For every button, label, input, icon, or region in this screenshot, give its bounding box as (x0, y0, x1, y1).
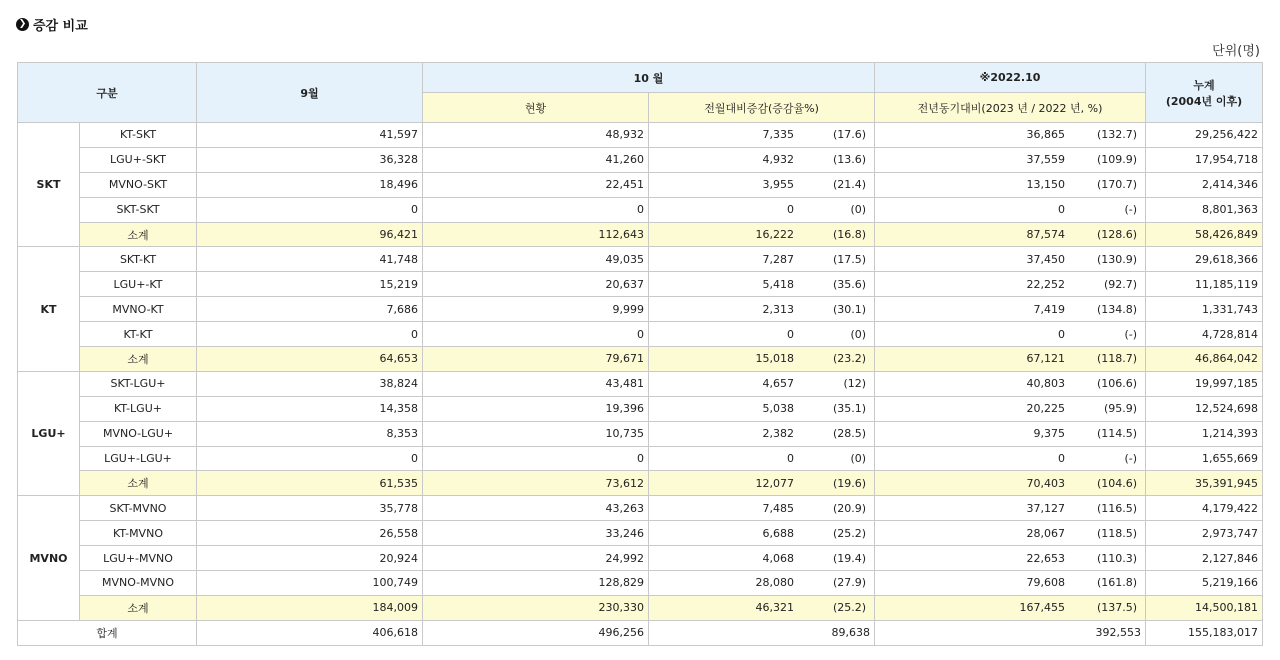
cell-yoy-pct: (132.7) (1096, 128, 1138, 142)
cell-prev-month: 18,496 (197, 172, 423, 197)
cell-yoy-pct: (170.7) (1096, 178, 1138, 192)
cell-yoy-wrap (879, 322, 1141, 346)
cell-prev-month: 35,778 (197, 496, 423, 521)
cell-mom (649, 172, 875, 197)
cell-mom-wrap (653, 571, 870, 595)
cell-prev-month: 38,824 (197, 371, 423, 396)
cell-yoy-value: 0 (1058, 203, 1066, 217)
cell-yoy (875, 521, 1146, 546)
row-label: SKT-LGU+ (80, 371, 197, 396)
cell-mom-wrap (653, 148, 870, 172)
table-row (18, 172, 1263, 197)
cell-mom-wrap (653, 422, 870, 446)
cell-mom-pct: (28.5) (832, 427, 867, 441)
row-label: 소계 (80, 471, 197, 496)
cell-mom-wrap (653, 322, 870, 346)
cell-yoy-value: 87,574 (1026, 228, 1066, 241)
row-label: LGU+-SKT (80, 147, 197, 172)
cell-status: 230,330 (423, 595, 649, 620)
cell-yoy (875, 197, 1146, 222)
cell-mom-value: 4,657 (762, 377, 795, 391)
cell-yoy-value: 37,450 (1026, 252, 1066, 266)
table-row (18, 496, 1263, 521)
subtotal-row (18, 222, 1263, 247)
cell-mom (649, 446, 875, 471)
cell-mom (649, 371, 875, 396)
header-cumulative (1146, 63, 1263, 123)
subtotal-row (18, 471, 1263, 496)
cell-cumulative: 1,214,393 (1146, 421, 1263, 446)
table-row (18, 571, 1263, 596)
total-label: 합계 (18, 620, 197, 645)
row-label: MVNO-LGU+ (80, 421, 197, 446)
table-row (18, 396, 1263, 421)
header-yoy: 전년동기대비(2023 년 / 2022 년, %) (875, 93, 1146, 123)
table-row (18, 371, 1263, 396)
cell-yoy (875, 147, 1146, 172)
cell-cumulative: 2,973,747 (1146, 521, 1263, 546)
row-label: KT-KT (80, 322, 197, 347)
cell-mom-wrap (653, 372, 870, 396)
cell-yoy (875, 496, 1146, 521)
cell-yoy (875, 272, 1146, 297)
cell-status: 41,260 (423, 147, 649, 172)
cell-yoy-value: 167,455 (1019, 601, 1066, 615)
cell-status: 43,481 (423, 371, 649, 396)
cell-mom-value: 2,382 (762, 427, 795, 441)
cell-cumulative: 2,414,346 (1146, 172, 1263, 197)
cell-yoy-wrap (879, 496, 1141, 520)
group-label: KT (18, 247, 80, 371)
cell-yoy-wrap (879, 571, 1141, 595)
cell-mom-value: 4,932 (762, 153, 795, 167)
cell-mom (649, 297, 875, 322)
total-prev-month: 406,618 (197, 620, 423, 645)
cell-yoy (875, 595, 1146, 620)
table-row (18, 123, 1263, 148)
cell-status: 43,263 (423, 496, 649, 521)
row-label: 소계 (80, 347, 197, 372)
cell-mom-pct: (17.6) (832, 128, 867, 142)
cell-yoy (875, 247, 1146, 272)
cell-mom-pct: (19.4) (832, 551, 867, 565)
section-title-text: 증감 비교 (33, 18, 88, 34)
group-label: SKT (18, 123, 80, 247)
cell-yoy-pct: (134.8) (1096, 302, 1138, 316)
cell-mom-wrap (653, 471, 870, 495)
total-row (18, 620, 1263, 645)
row-label: LGU+-MVNO (80, 546, 197, 571)
cell-status: 48,932 (423, 123, 649, 148)
row-label: KT-MVNO (80, 521, 197, 546)
cell-yoy (875, 297, 1146, 322)
cell-yoy-wrap (879, 397, 1141, 421)
cell-status: 22,451 (423, 172, 649, 197)
chevron-right-icon: ❯ (16, 18, 29, 31)
subtotal-row (18, 347, 1263, 372)
cell-mom (649, 595, 875, 620)
cell-cumulative: 5,219,166 (1146, 571, 1263, 596)
cell-prev-month: 184,009 (197, 595, 423, 620)
cell-mom-pct: (35.6) (832, 277, 867, 291)
cell-mom (649, 571, 875, 596)
cell-prev-month: 96,421 (197, 222, 423, 247)
row-label: KT-SKT (80, 123, 197, 148)
cell-mom-wrap (653, 123, 870, 147)
header-category: 구분 (18, 63, 197, 123)
cell-mom (649, 546, 875, 571)
header-cumulative-line1: 누계 (1193, 78, 1215, 92)
cell-status: 19,396 (423, 396, 649, 421)
cell-yoy-value: 7,419 (1033, 302, 1066, 316)
cell-mom-pct: (35.1) (832, 402, 867, 416)
cell-yoy-wrap (879, 521, 1141, 545)
cell-yoy-wrap (879, 471, 1141, 495)
cell-mom-wrap (653, 347, 870, 371)
cell-prev-month: 20,924 (197, 546, 423, 571)
cell-cumulative: 46,864,042 (1146, 347, 1263, 372)
cell-mom (649, 471, 875, 496)
cell-yoy-pct: (130.9) (1096, 252, 1138, 266)
cell-yoy-value: 36,865 (1026, 128, 1066, 142)
cell-status: 49,035 (423, 247, 649, 272)
cell-mom (649, 347, 875, 372)
row-label: SKT-SKT (80, 197, 197, 222)
cell-cumulative: 4,179,422 (1146, 496, 1263, 521)
cell-mom-pct: (25.2) (832, 526, 867, 540)
total-cumulative: 155,183,017 (1146, 620, 1263, 645)
cell-yoy-pct: (110.3) (1096, 551, 1138, 565)
cell-mom-pct: (21.4) (832, 178, 867, 192)
cell-yoy (875, 222, 1146, 247)
cell-status: 128,829 (423, 571, 649, 596)
cell-mom-wrap (653, 596, 870, 620)
table-row (18, 297, 1263, 322)
cell-mom-value: 0 (787, 452, 795, 466)
cell-mom-wrap (653, 397, 870, 421)
section-title (16, 14, 88, 34)
cell-yoy-wrap (879, 148, 1141, 172)
cell-status: 0 (423, 446, 649, 471)
cell-yoy-value: 0 (1058, 327, 1066, 341)
cell-yoy (875, 421, 1146, 446)
cell-yoy-wrap (879, 347, 1141, 371)
cell-yoy-wrap (879, 247, 1141, 271)
cell-prev-month: 0 (197, 197, 423, 222)
cell-yoy (875, 396, 1146, 421)
cell-yoy-value: 0 (1058, 452, 1066, 466)
table-row (18, 272, 1263, 297)
cell-mom-pct: (0) (850, 327, 867, 341)
cell-mom (649, 521, 875, 546)
cell-yoy-value: 40,803 (1026, 377, 1066, 391)
total-mom: 89,638 (649, 620, 875, 645)
cell-yoy-value: 79,608 (1026, 576, 1066, 590)
cell-yoy-wrap (879, 546, 1141, 570)
cell-mom-value: 0 (787, 327, 795, 341)
cell-mom-pct: (30.1) (832, 302, 867, 316)
cell-cumulative: 29,256,422 (1146, 123, 1263, 148)
cell-mom-value: 2,313 (762, 302, 795, 316)
cell-mom-wrap (653, 447, 870, 471)
cell-prev-month: 0 (197, 446, 423, 471)
cell-cumulative: 14,500,181 (1146, 595, 1263, 620)
cell-mom-wrap (653, 496, 870, 520)
table-row (18, 247, 1263, 272)
cell-yoy-value: 67,121 (1026, 352, 1066, 366)
cell-cumulative: 35,391,945 (1146, 471, 1263, 496)
row-label: LGU+-LGU+ (80, 446, 197, 471)
cell-yoy-pct: (-) (1124, 452, 1138, 466)
cell-yoy (875, 446, 1146, 471)
subtotal-row (18, 595, 1263, 620)
header-cumulative-line2: (2004년 이후) (1165, 94, 1243, 108)
row-label: SKT-KT (80, 247, 197, 272)
cell-mom-value: 5,038 (762, 402, 795, 416)
cell-prev-month: 7,686 (197, 297, 423, 322)
cell-mom (649, 421, 875, 446)
cell-yoy (875, 123, 1146, 148)
cell-mom-value: 7,485 (762, 501, 795, 515)
cell-mom-value: 6,688 (762, 526, 795, 540)
cell-mom (649, 123, 875, 148)
cell-yoy-pct: (95.9) (1103, 402, 1138, 416)
cell-yoy-pct: (109.9) (1096, 153, 1138, 167)
cell-mom-pct: (0) (850, 452, 867, 466)
cell-yoy-wrap (879, 596, 1141, 620)
header-prev-month: 9월 (197, 63, 423, 123)
cell-mom (649, 197, 875, 222)
cell-yoy-value: 13,150 (1026, 178, 1066, 192)
cell-cumulative: 12,524,698 (1146, 396, 1263, 421)
cell-status: 33,246 (423, 521, 649, 546)
row-label: LGU+-KT (80, 272, 197, 297)
cell-yoy (875, 371, 1146, 396)
table-row (18, 147, 1263, 172)
cell-mom-pct: (13.6) (832, 153, 867, 167)
cell-prev-month: 100,749 (197, 571, 423, 596)
cell-prev-month: 41,748 (197, 247, 423, 272)
cell-mom-value: 12,077 (755, 476, 795, 490)
cell-cumulative: 29,618,366 (1146, 247, 1263, 272)
cell-mom-value: 4,068 (762, 551, 795, 565)
cell-mom (649, 272, 875, 297)
cell-prev-month: 14,358 (197, 396, 423, 421)
cell-yoy-value: 37,559 (1026, 153, 1066, 167)
table-row (18, 546, 1263, 571)
cell-status: 79,671 (423, 347, 649, 372)
cell-cumulative: 17,954,718 (1146, 147, 1263, 172)
cell-yoy-value: 22,252 (1026, 277, 1066, 291)
cell-mom-wrap (653, 223, 870, 247)
cell-yoy-wrap (879, 372, 1141, 396)
cell-prev-month: 8,353 (197, 421, 423, 446)
row-label: SKT-MVNO (80, 496, 197, 521)
cell-yoy-value: 70,403 (1026, 476, 1066, 490)
cell-yoy-pct: (92.7) (1103, 277, 1138, 291)
row-label: KT-LGU+ (80, 396, 197, 421)
table-row (18, 446, 1263, 471)
cell-status: 20,637 (423, 272, 649, 297)
cell-prev-month: 64,653 (197, 347, 423, 372)
cell-prev-month: 41,597 (197, 123, 423, 148)
cell-mom-wrap (653, 247, 870, 271)
row-label: MVNO-MVNO (80, 571, 197, 596)
cell-yoy-pct: (114.5) (1096, 427, 1138, 441)
cell-cumulative: 58,426,849 (1146, 222, 1263, 247)
row-label: 소계 (80, 222, 197, 247)
group-label: MVNO (18, 496, 80, 620)
cell-yoy (875, 546, 1146, 571)
cell-yoy-wrap (879, 297, 1141, 321)
cell-yoy (875, 347, 1146, 372)
table-row (18, 197, 1263, 222)
cell-yoy-wrap (879, 123, 1141, 147)
cell-mom-pct: (16.8) (832, 228, 867, 241)
total-yoy: 392,553 (875, 620, 1146, 645)
cell-cumulative: 2,127,846 (1146, 546, 1263, 571)
cell-mom-pct: (20.9) (832, 501, 867, 515)
cell-yoy (875, 322, 1146, 347)
cell-yoy-pct: (-) (1124, 203, 1138, 217)
cell-yoy-wrap (879, 272, 1141, 296)
cell-mom-pct: (17.5) (832, 252, 867, 266)
cell-yoy-pct: (116.5) (1096, 501, 1138, 515)
cell-cumulative: 4,728,814 (1146, 322, 1263, 347)
unit-label: 단위(명) (1212, 44, 1260, 59)
cell-mom-wrap (653, 521, 870, 545)
cell-yoy-value: 9,375 (1033, 427, 1066, 441)
row-label: MVNO-SKT (80, 172, 197, 197)
cell-yoy-wrap (879, 422, 1141, 446)
cell-mom-value: 5,418 (762, 277, 795, 291)
cell-cumulative: 1,331,743 (1146, 297, 1263, 322)
cell-yoy-pct: (128.6) (1096, 228, 1138, 241)
cell-mom-pct: (23.2) (832, 352, 867, 366)
cell-mom-value: 0 (787, 203, 795, 217)
cell-status: 9,999 (423, 297, 649, 322)
cell-yoy-pct: (-) (1124, 327, 1138, 341)
header-status: 현황 (423, 93, 649, 123)
cell-status: 24,992 (423, 546, 649, 571)
cell-mom-wrap (653, 546, 870, 570)
cell-mom-pct: (12) (843, 377, 867, 391)
cell-mom-value: 46,321 (755, 601, 795, 615)
cell-mom-pct: (0) (850, 203, 867, 217)
cell-yoy-pct: (118.7) (1096, 352, 1138, 366)
cell-yoy-wrap (879, 173, 1141, 197)
cell-yoy-pct: (118.5) (1096, 526, 1138, 540)
table-row (18, 322, 1263, 347)
cell-mom-value: 3,955 (762, 178, 795, 192)
cell-mom-pct: (27.9) (832, 576, 867, 590)
cell-mom-wrap (653, 297, 870, 321)
header-year-ref: ※2022.10 (875, 63, 1146, 93)
header-mom: 전월대비증감(증감율%) (649, 93, 875, 123)
row-label: 소계 (80, 595, 197, 620)
cell-yoy-wrap (879, 223, 1141, 247)
cell-mom (649, 496, 875, 521)
cell-yoy (875, 471, 1146, 496)
cell-yoy-pct: (106.6) (1096, 377, 1138, 391)
cell-mom-pct: (19.6) (832, 476, 867, 490)
cell-mom-value: 15,018 (755, 352, 795, 366)
cell-cumulative: 1,655,669 (1146, 446, 1263, 471)
cell-yoy-pct: (161.8) (1096, 576, 1138, 590)
cell-prev-month: 36,328 (197, 147, 423, 172)
cell-mom-pct: (25.2) (832, 601, 867, 615)
table-row (18, 421, 1263, 446)
cell-prev-month: 15,219 (197, 272, 423, 297)
cell-mom-wrap (653, 272, 870, 296)
cell-yoy-wrap (879, 447, 1141, 471)
cell-yoy-pct: (104.6) (1096, 476, 1138, 490)
cell-yoy-value: 20,225 (1026, 402, 1066, 416)
cell-mom (649, 396, 875, 421)
cell-mom-wrap (653, 173, 870, 197)
table-row (18, 521, 1263, 546)
cell-mom-value: 28,080 (755, 576, 795, 590)
cell-mom-wrap (653, 198, 870, 222)
cell-mom (649, 222, 875, 247)
row-label: MVNO-KT (80, 297, 197, 322)
cell-prev-month: 26,558 (197, 521, 423, 546)
header-current-month: 10 월 (423, 63, 875, 93)
cell-status: 73,612 (423, 471, 649, 496)
cell-cumulative: 11,185,119 (1146, 272, 1263, 297)
cell-cumulative: 8,801,363 (1146, 197, 1263, 222)
cell-mom-value: 7,287 (762, 252, 795, 266)
cell-status: 0 (423, 322, 649, 347)
cell-mom (649, 247, 875, 272)
cell-yoy-value: 28,067 (1026, 526, 1066, 540)
cell-yoy (875, 571, 1146, 596)
cell-yoy-value: 22,653 (1026, 551, 1066, 565)
total-status: 496,256 (423, 620, 649, 645)
cell-mom-value: 7,335 (762, 128, 795, 142)
cell-status: 0 (423, 197, 649, 222)
cell-yoy-wrap (879, 198, 1141, 222)
comparison-table (17, 62, 1263, 646)
cell-prev-month: 61,535 (197, 471, 423, 496)
cell-mom (649, 322, 875, 347)
cell-mom (649, 147, 875, 172)
cell-yoy-value: 37,127 (1026, 501, 1066, 515)
cell-status: 112,643 (423, 222, 649, 247)
cell-status: 10,735 (423, 421, 649, 446)
cell-prev-month: 0 (197, 322, 423, 347)
cell-yoy-pct: (137.5) (1096, 601, 1138, 615)
group-label: LGU+ (18, 371, 80, 495)
cell-mom-value: 16,222 (755, 228, 795, 241)
cell-cumulative: 19,997,185 (1146, 371, 1263, 396)
cell-yoy (875, 172, 1146, 197)
